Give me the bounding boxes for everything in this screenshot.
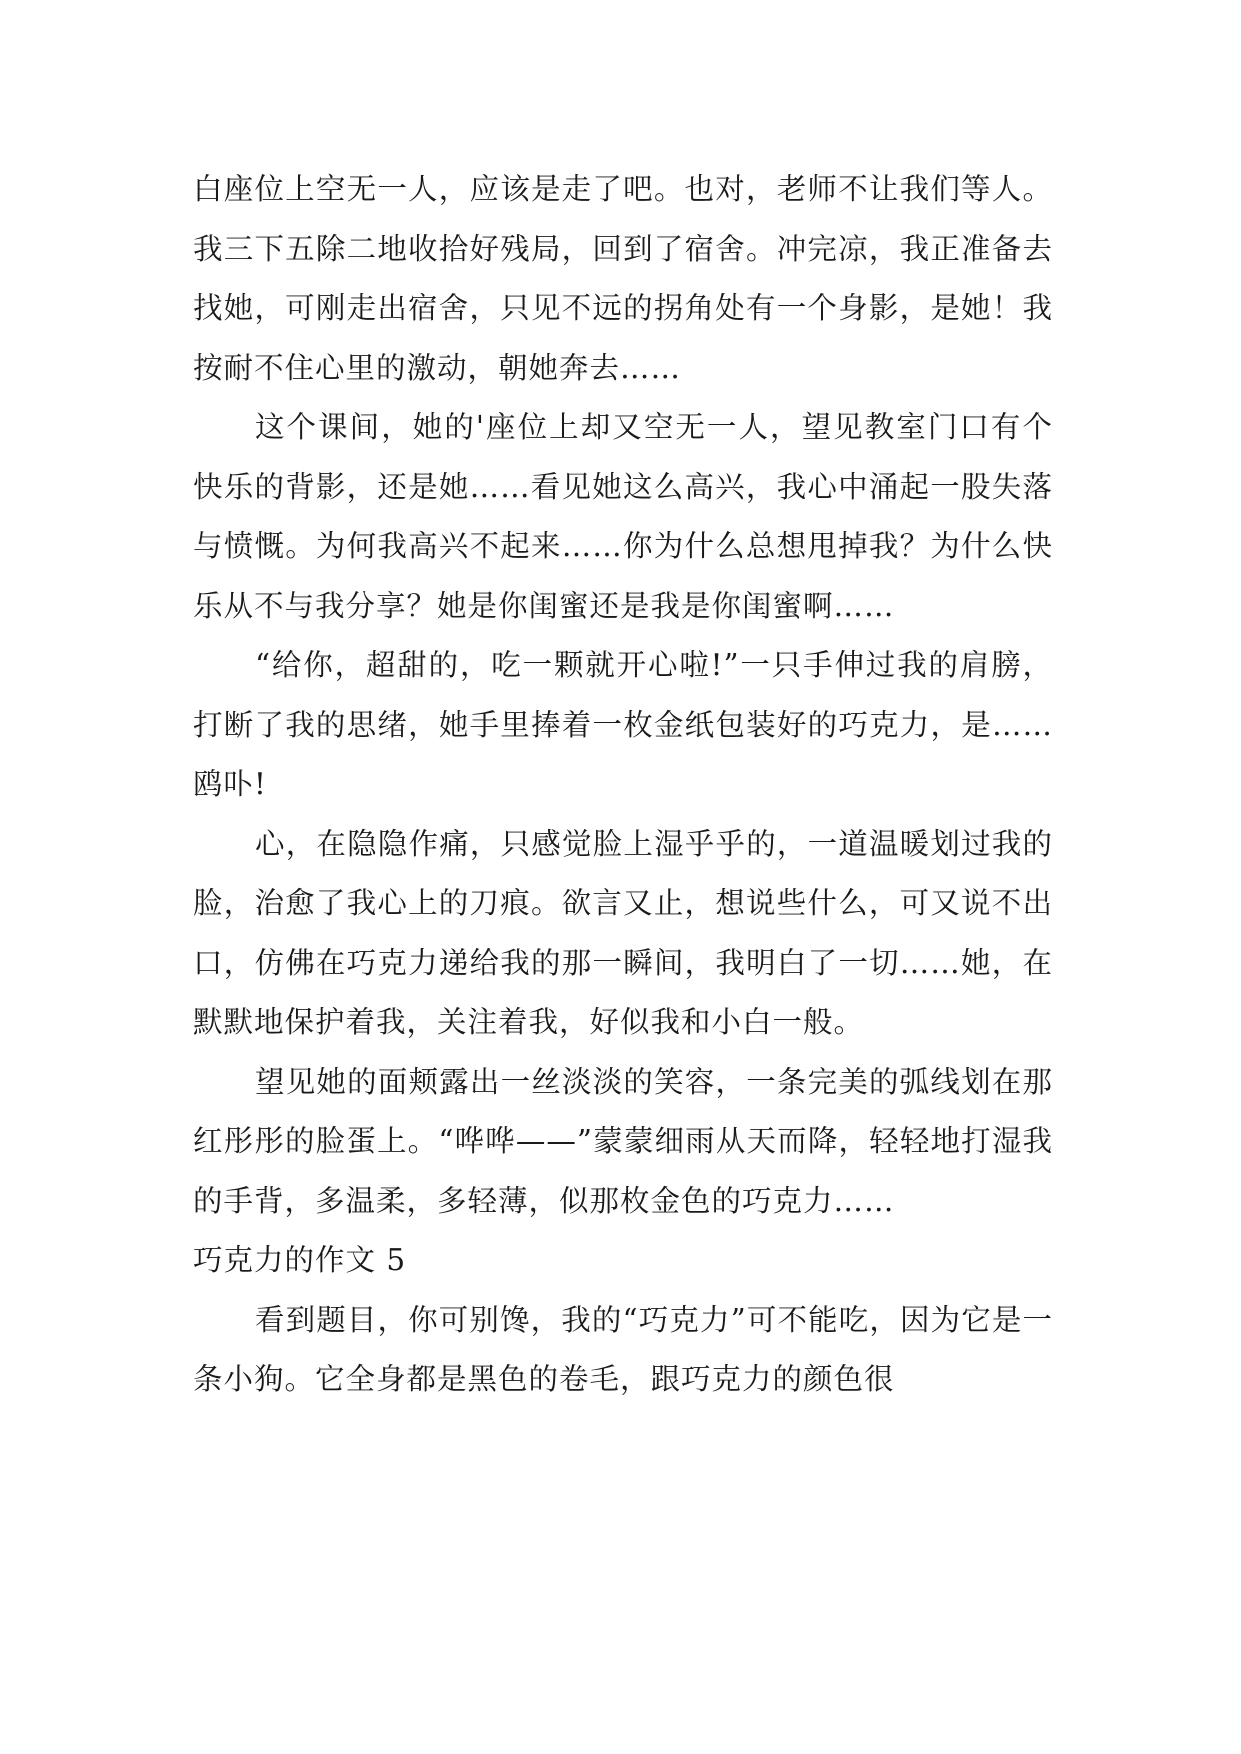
- paragraph-3: “给你，超甜的，吃一颗就开心啦!”一只手伸过我的肩膀，打断了我的思绪，她手里捧着一枚金纸包装好的巧克力，是……鸥卟!: [193, 648, 1053, 801]
- document-page: [193, 160, 1053, 1410]
- closing-paragraph: 看到题目，你可别馋，我的“巧克力”可不能吃，因为它是一条小狗。它全身都是黑色的卷毛，跟巧克力的颜色很: [193, 1302, 1053, 1396]
- paragraph-4: 心，在隐隐作痛，只感觉脸上湿乎乎的，一道温暖划过我的脸，治愈了我心上的刀痕。欲言又止，想说些什么，可又说不出口，仿佛在巧克力递给我的那一瞬间，我明白了一切……她，在默默地保护着我，关注着我，好似我和小白一般。: [193, 826, 1053, 1039]
- paragraph-1: 白座位上空无一人，应该是走了吧。也对，老师不让我们等人。我三下五除二地收拾好残局，回到了宿舍。冲完凉，我正准备去找她，可刚走出宿舍，只见不远的拐角处有一个身影，是她！我按耐不住心里的激动，朝她奔去……: [193, 172, 1053, 385]
- paragraph-2: 这个课间，她的'座位上却又空无一人，望见教室门口有个快乐的背影，还是她……看见她这么高兴，我心中涌起一股失落与愤慨。为何我高兴不起来……你为什么总想甩掉我？为什么快乐从不与我分享？她是你闺蜜还是我是你闺蜜啊……: [193, 410, 1053, 623]
- paragraph-5: 望见她的面颊露出一丝淡淡的笑容，一条完美的弧线划在那红彤彤的脸蛋上。“哗哗——”蒙蒙细雨从天而降，轻轻地打湿我的手背，多温柔，多轻薄，似那枚金色的巧克力……: [193, 1064, 1053, 1218]
- section-title: 巧克力的作文 5: [193, 1243, 407, 1277]
